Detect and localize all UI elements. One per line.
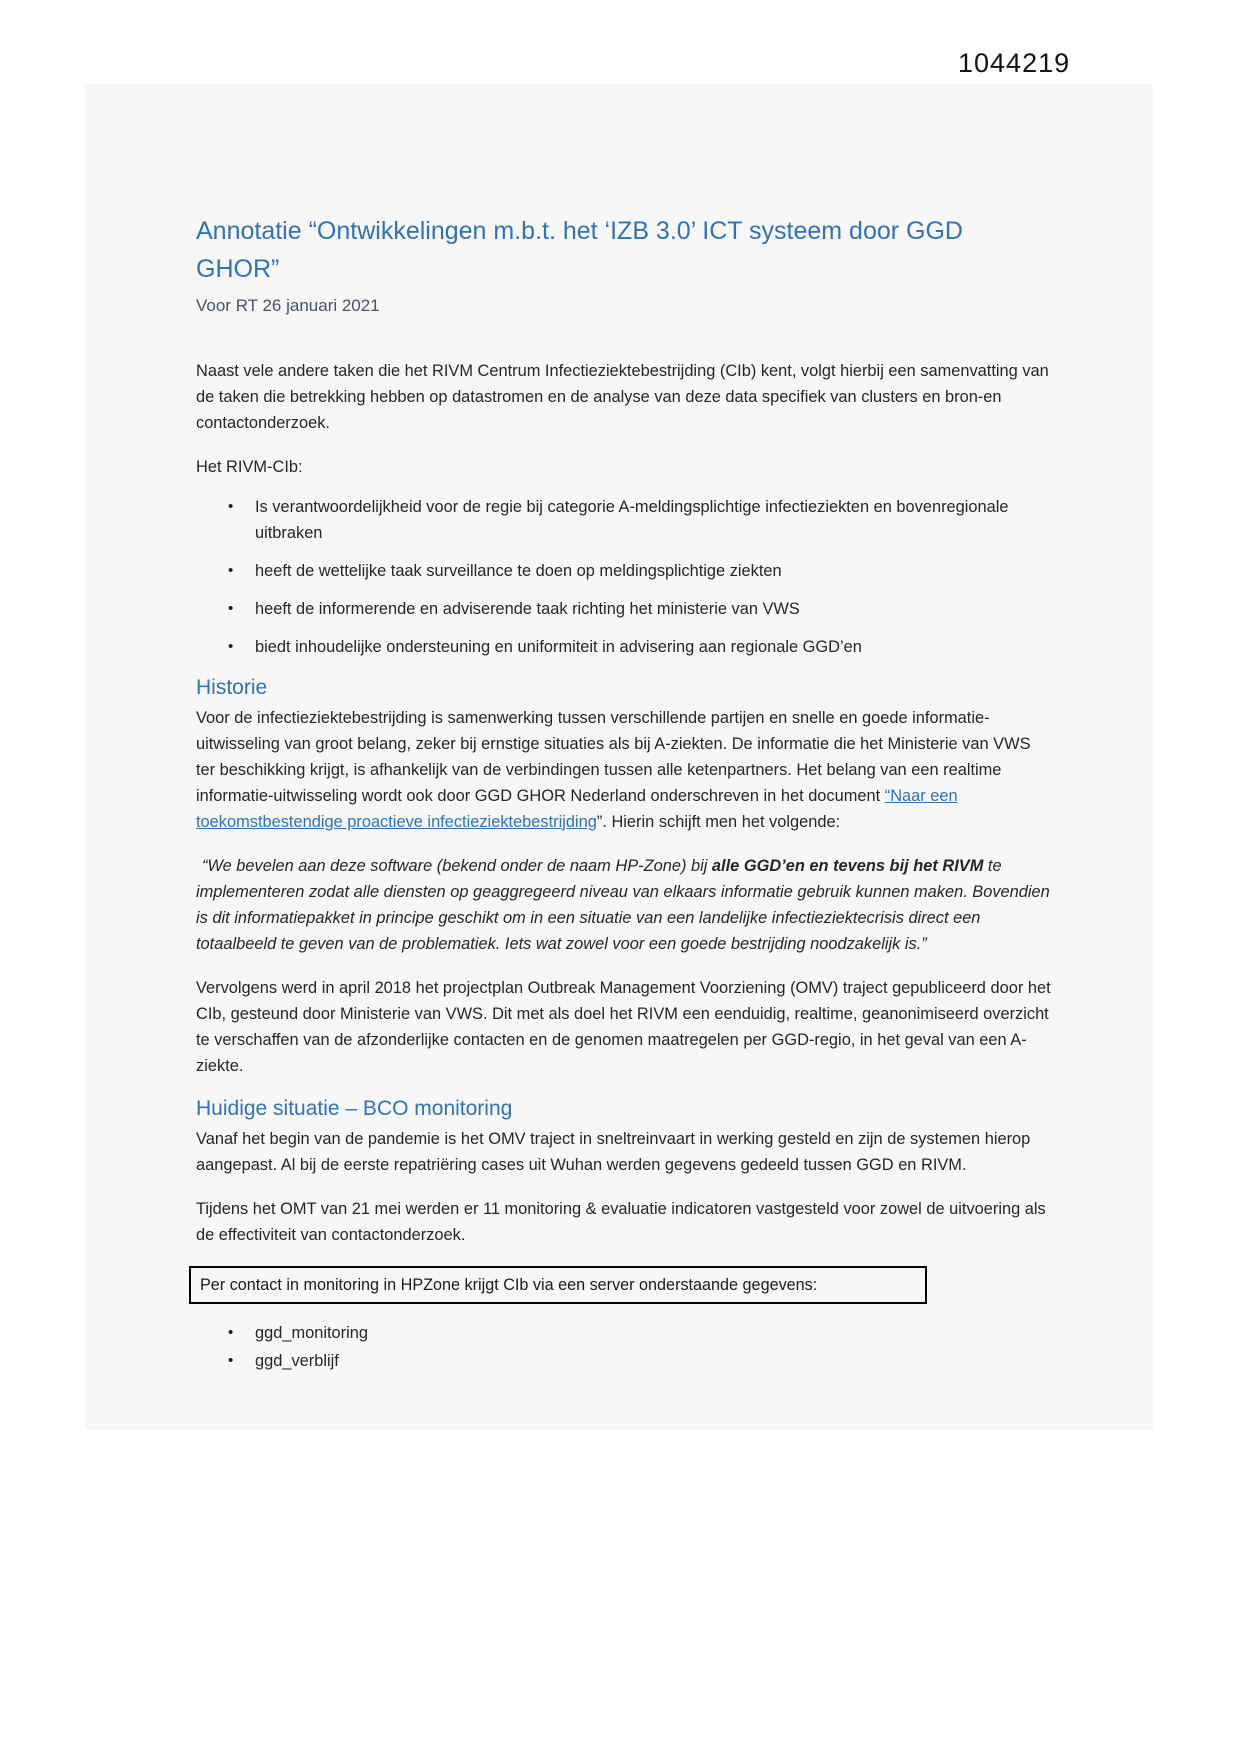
paragraph-text: ”. Hierin schijft men het volgende: bbox=[596, 813, 841, 831]
quote-text: te implementeren zodat alle diensten op geaggregeerd niveau van elkaars informatie gebruik kunnen maken. Bovendien is dit informatiepakket in principe geschikt om in een situatie van een landelijke infectieziektecrisis direct een totaalbeeld te geven van de problematiek. Iets wat zowel voor een goede bestrijding noodzakelijk is.” bbox=[196, 857, 1050, 953]
list-item bbox=[196, 494, 1051, 546]
huidige-paragraph-2: Tijdens het OMT van 21 mei werden er 11 monitoring & evaluatie indicatoren vastgesteld voor zowel de uitvoering als de effectiviteit van contactonderzoek. bbox=[196, 1200, 1046, 1244]
page-number: 1044219 bbox=[958, 48, 1071, 78]
callout-box bbox=[189, 1266, 927, 1304]
list-item-text: ggd_verblijf bbox=[255, 1352, 339, 1370]
list-item-text: Is verantwoordelijkheid voor de regie bij categorie A-meldingsplichtige infectieziekten en bovenregionale uitbraken bbox=[255, 498, 1009, 542]
section-heading-huidige: Huidige situatie – BCO monitoring bbox=[196, 1097, 513, 1120]
historie-paragraph bbox=[196, 705, 1051, 835]
document-link[interactable]: “Naar een toekomstbestendige proactieve infectieziektebestrijding bbox=[196, 787, 958, 831]
huidige-paragraph-1: Vanaf het begin van de pandemie is het OMV traject in sneltreinvaart in werking gesteld en zijn de systemen hierop aangepast. Al bij de eerste repatriëring cases uit Wuhan werden gegevens gedeeld tussen GGD en RIVM. bbox=[196, 1130, 1031, 1174]
list-item-text: heeft de informerende en adviserende taak richting het ministerie van VWS bbox=[255, 600, 800, 618]
callout-text: Per contact in monitoring in HPZone krijgt CIb via een server onderstaande gegevens: bbox=[200, 1276, 818, 1294]
bullet-icon: • bbox=[228, 498, 234, 515]
bullet-icon: • bbox=[228, 1324, 234, 1341]
bullet-icon: • bbox=[228, 600, 234, 617]
list-item bbox=[196, 1320, 1051, 1346]
document-title: Annotatie “Ontwikkelingen m.b.t. het ‘IZB 3.0’ ICT systeem door GGD GHOR” bbox=[196, 217, 963, 283]
list-item bbox=[196, 558, 1051, 584]
rivm-task-list bbox=[196, 494, 1051, 660]
bullet-icon: • bbox=[228, 562, 234, 579]
bullet-icon: • bbox=[228, 638, 234, 655]
paragraph-text: Voor de infectieziektebestrijding is samenwerking tussen verschillende partijen en snelle en goede informatie-uitwisseling van groot belang, zeker bij ernstige situaties als bij A-ziekten. De informatie die het Ministerie van VWS ter beschikking krijgt, is afhankelijk van de verbindingen tussen alle ketenpartners. Het belang van een realtime informatie-uitwisseling wordt ook door GGD GHOR Nederland onderschreven in het document bbox=[196, 709, 1031, 805]
quote-paragraph bbox=[196, 853, 1051, 957]
list-item bbox=[196, 634, 1051, 660]
list-item bbox=[196, 596, 1051, 622]
list-item-text: biedt inhoudelijke ondersteuning en uniformiteit in advisering aan regionale GGD’en bbox=[255, 638, 862, 656]
intro-lead: Het RIVM-CIb: bbox=[196, 458, 303, 476]
list-item-text: ggd_monitoring bbox=[255, 1324, 368, 1342]
intro-paragraph: Naast vele andere taken die het RIVM Centrum Infectieziektebestrijding (CIb) kent, volgt hierbij een samenvatting van de taken die betrekking hebben op datastromen en de analyse van deze data specifiek van clusters en bron-en contactonderzoek. bbox=[196, 362, 1049, 432]
gegevens-list bbox=[196, 1320, 1051, 1374]
list-item bbox=[196, 1348, 1051, 1374]
bullet-icon: • bbox=[228, 1352, 234, 1369]
quote-text: “We bevelen aan deze software (bekend onder de naam HP-Zone) bij bbox=[202, 857, 712, 875]
list-item-text: heeft de wettelijke taak surveillance te doen op meldingsplichtige ziekten bbox=[255, 562, 782, 580]
quote-bold-text: alle GGD’en en tevens bij het RIVM bbox=[711, 857, 984, 875]
document-content bbox=[196, 212, 1051, 1388]
document-subtitle: Voor RT 26 januari 2021 bbox=[196, 296, 380, 315]
omv-paragraph: Vervolgens werd in april 2018 het projectplan Outbreak Management Voorziening (OMV) traject gepubliceerd door het CIb, gesteund door Ministerie van VWS. Dit met als doel het RIVM een eenduidig, realtime, geanonimiseerd overzicht te verschaffen van de afzonderlijke contacten en de genomen maatregelen per GGD-regio, in het geval van een A-ziekte. bbox=[196, 979, 1051, 1075]
section-heading-historie: Historie bbox=[196, 676, 268, 699]
